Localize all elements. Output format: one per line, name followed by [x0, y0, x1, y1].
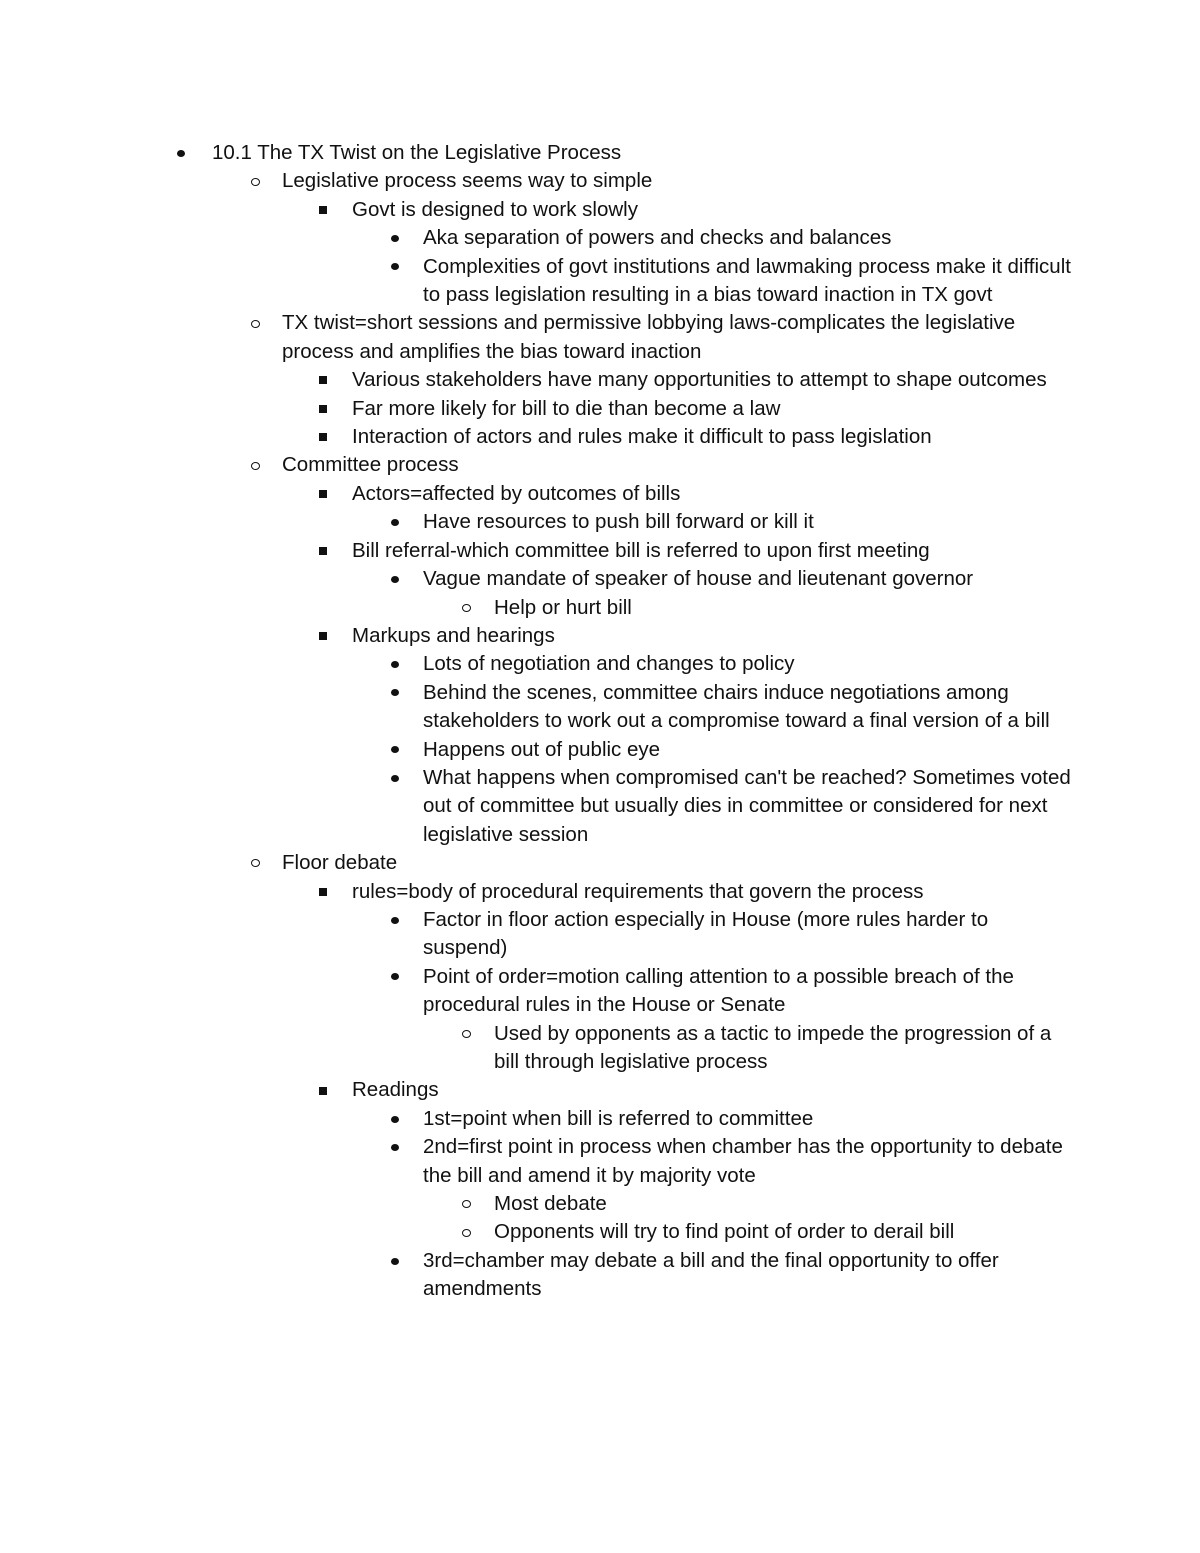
- outline-item-level-3: [0, 1105, 1072, 1133]
- outline-item-text: Floor debate: [282, 851, 398, 875]
- square-bullet-icon: [316, 423, 330, 451]
- circle-bullet-icon: [459, 1190, 473, 1218]
- outline-item-level-2: [0, 423, 1072, 451]
- outline-item-text: Lots of negotiation and changes to policy: [423, 652, 795, 676]
- disc-bullet-icon: [174, 139, 188, 167]
- outline-item-text: Actors=affected by outcomes of bills: [352, 481, 681, 505]
- circle-bullet-icon: [248, 167, 262, 195]
- outline-item-level-3: [0, 1247, 1072, 1304]
- outline-item-level-4: [0, 1218, 1072, 1246]
- square-bullet-icon: [316, 366, 330, 394]
- outline-item-text: Happens out of public eye: [423, 737, 661, 761]
- outline-item-text: Behind the scenes, committee chairs induce negotiations among stakeholders to work out a compromise toward a final version of a bill: [423, 680, 1050, 733]
- outline-item-text: Markups and hearings: [352, 623, 555, 647]
- square-bullet-icon: [316, 1076, 330, 1104]
- outline-item-text: Complexities of govt institutions and lawmaking process make it difficult to pass legislation resulting in a bias toward inaction in TX govt: [423, 254, 1071, 307]
- outline-item-level-3: [0, 508, 1072, 536]
- outline-item-level-2: [0, 622, 1072, 650]
- square-bullet-icon: [316, 878, 330, 906]
- outline-item-level-3: [0, 736, 1072, 764]
- outline-item-text: Point of order=motion calling attention to a possible breach of the procedural rules in the House or Senate: [423, 964, 1014, 1017]
- outline-item-level-2: [0, 366, 1072, 394]
- disc-bullet-icon: [388, 764, 402, 792]
- outline-item-level-2: [0, 480, 1072, 508]
- circle-bullet-icon: [248, 451, 262, 479]
- disc-bullet-icon: [388, 508, 402, 536]
- outline-item-text: Readings: [352, 1078, 439, 1102]
- outline-item-level-2: [0, 196, 1072, 224]
- outline-item-level-3: [0, 679, 1072, 736]
- circle-bullet-icon: [459, 1218, 473, 1246]
- circle-bullet-icon: [248, 309, 262, 337]
- outline-item-text: Far more likely for bill to die than become a law: [352, 396, 781, 420]
- outline-item-level-3: [0, 224, 1072, 252]
- outline-item-level-3: [0, 906, 1072, 963]
- outline-item-level-2: [0, 878, 1072, 906]
- outline-item-text: Have resources to push bill forward or kill it: [423, 510, 814, 534]
- outline-item-level-3: [0, 253, 1072, 310]
- outline-item-text: 10.1 The TX Twist on the Legislative Process: [212, 141, 622, 164]
- disc-bullet-icon: [388, 253, 402, 281]
- outline-item-text: TX twist=short sessions and permissive lobbying laws-complicates the legislative process and amplifies the bias toward inaction: [282, 311, 1016, 363]
- outline-item-level-3: [0, 565, 1072, 593]
- outline-item-level-1: [0, 309, 1072, 366]
- outline-item-level-1: [0, 451, 1072, 479]
- outline-item-level-2: [0, 1076, 1072, 1104]
- outline-item-level-0: [0, 139, 1072, 167]
- outline-item-level-4: [0, 1190, 1072, 1218]
- outline-item-level-1: [0, 849, 1072, 877]
- outline-item-level-2: [0, 537, 1072, 565]
- outline-item-text: Govt is designed to work slowly: [352, 197, 638, 221]
- square-bullet-icon: [316, 537, 330, 565]
- disc-bullet-icon: [388, 1247, 402, 1275]
- outline-item-text: Various stakeholders have many opportunities to attempt to shape outcomes: [352, 368, 1047, 392]
- disc-bullet-icon: [388, 963, 402, 991]
- outline-item-level-3: [0, 963, 1072, 1020]
- square-bullet-icon: [316, 196, 330, 224]
- circle-bullet-icon: [459, 594, 473, 622]
- outline-item-text: Opponents will try to find point of order to derail bill: [494, 1220, 955, 1244]
- outline-item-level-3: [0, 650, 1072, 678]
- outline-item-level-4: [0, 594, 1072, 622]
- disc-bullet-icon: [388, 906, 402, 934]
- outline-item-text: Bill referral-which committee bill is referred to upon first meeting: [352, 538, 930, 562]
- outline-item-text: 2nd=first point in process when chamber has the opportunity to debate the bill and amend it by majority vote: [423, 1135, 1063, 1187]
- square-bullet-icon: [316, 622, 330, 650]
- outline-item-text: Most debate: [494, 1192, 607, 1216]
- outline-item-text: Factor in floor action especially in House (more rules harder to suspend): [423, 907, 989, 960]
- outline-item-text: Committee process: [282, 453, 459, 477]
- outline-item-text: Legislative process seems way to simple: [282, 169, 653, 193]
- outline-item-level-3: [0, 1133, 1072, 1190]
- circle-bullet-icon: [459, 1020, 473, 1048]
- outline-item-level-3: [0, 764, 1072, 849]
- square-bullet-icon: [316, 395, 330, 423]
- outline-item-text: Aka separation of powers and checks and balances: [423, 226, 892, 250]
- disc-bullet-icon: [388, 1133, 402, 1161]
- outline-item-text: Interaction of actors and rules make it difficult to pass legislation: [352, 425, 932, 449]
- square-bullet-icon: [316, 480, 330, 508]
- disc-bullet-icon: [388, 736, 402, 764]
- disc-bullet-icon: [388, 565, 402, 593]
- disc-bullet-icon: [388, 650, 402, 678]
- outline-item-text: 3rd=chamber may debate a bill and the final opportunity to offer amendments: [423, 1248, 999, 1301]
- disc-bullet-icon: [388, 224, 402, 252]
- outline-item-text: 1st=point when bill is referred to committee: [423, 1106, 814, 1130]
- outline-list: [0, 139, 1200, 1304]
- outline-item-text: Used by opponents as a tactic to impede the progression of a bill through legislative process: [494, 1021, 1052, 1073]
- disc-bullet-icon: [388, 679, 402, 707]
- outline-item-level-2: [0, 395, 1072, 423]
- outline-item-level-4: [0, 1020, 1072, 1077]
- outline-item-level-1: [0, 167, 1072, 195]
- outline-item-text: Vague mandate of speaker of house and lieutenant governor: [423, 567, 974, 591]
- outline-item-text: rules=body of procedural requirements that govern the process: [352, 879, 924, 903]
- circle-bullet-icon: [248, 849, 262, 877]
- disc-bullet-icon: [388, 1105, 402, 1133]
- outline-item-text: Help or hurt bill: [494, 595, 632, 619]
- outline-item-text: What happens when compromised can't be reached? Sometimes voted out of committee but usually dies in committee or considered for next legislative session: [423, 765, 1071, 846]
